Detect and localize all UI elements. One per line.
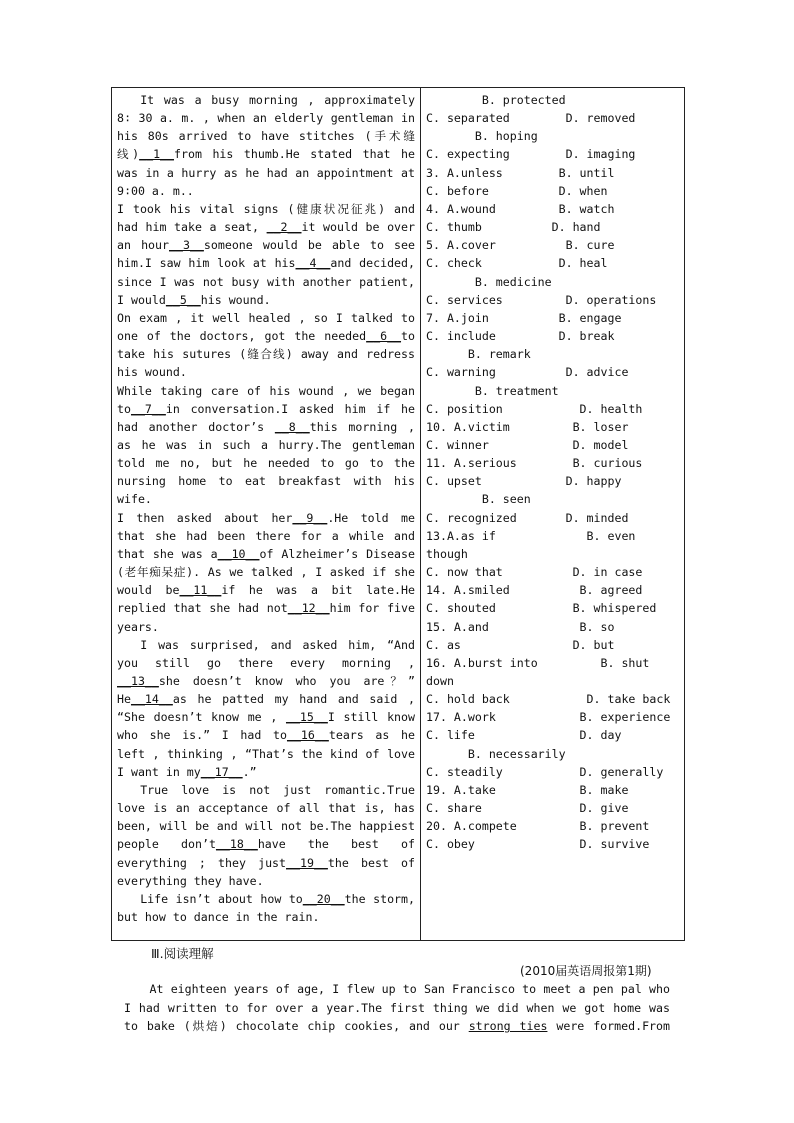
passage-text: At eighteen years of age, I flew up to San Francisco to meet a pen pal who I had written to for over a year.The first thing we did when we got home was to bake (烘焙) chocolate chip cookies, and our — [124, 982, 670, 1033]
blank-number: __14__ — [130, 692, 173, 707]
blank-number: __17__ — [200, 764, 243, 779]
paragraph-text: I then asked about her — [117, 510, 293, 525]
paragraph-text: On exam , it well healed , so I talked to one of the doctors, got the needed — [117, 310, 415, 344]
blank-number: __5__ — [165, 292, 201, 307]
cloze-table — [111, 87, 685, 941]
option-line: C. obey D. survive — [426, 837, 650, 852]
paragraph-text: It was a busy morning , approximately 8∶ 30 a. m. , when an elderly gentleman in his 80s arrived to have stitches (手术缝线) — [117, 93, 415, 162]
cloze-paragraph — [117, 890, 415, 926]
option-line: 20. A.compete B. prevent — [426, 819, 650, 834]
paragraph-text: I took his vital signs (健康状况征兆) and had him take a seat, — [117, 201, 415, 235]
option-line: C. check D. heal — [426, 256, 608, 271]
paragraph-text: as he patted my hand and said , “She doesn’t know me , — [117, 692, 415, 725]
option-line: B. medicine — [426, 274, 552, 289]
option-line: C. include D. break — [426, 329, 615, 344]
paragraph-text: While taking care of his wound , we began to — [117, 383, 415, 416]
paragraph-text: his wound. — [200, 292, 271, 307]
paragraph-text: to take his sutures (缝合线) away and redress his wound. — [117, 329, 415, 380]
underlined-phrase: strong ties — [468, 1019, 548, 1033]
option-line: 17. A.work B. experience — [426, 710, 671, 725]
option-line: C. life D. day — [426, 728, 622, 743]
paragraph-text: this morning , as he was in such a hurry.The gentleman told me no, but he needed to go to the nursing home to eat breakfast with his wife. — [117, 419, 415, 507]
option-line: 16. A.burst into B. shut — [426, 655, 650, 670]
option-line: C. steadily D. generally — [426, 764, 664, 779]
paragraph-text: she doesn’t know who you are？” He — [117, 674, 415, 707]
blank-number: __7__ — [130, 401, 166, 416]
option-line: C. services D. operations — [426, 292, 657, 307]
option-line: C. warning D. advice — [426, 365, 629, 380]
cloze-passage — [117, 91, 415, 926]
option-line: 19. A.take B. make — [426, 782, 629, 797]
option-line: 4. A.wound B. watch — [426, 201, 615, 216]
cloze-paragraph — [117, 200, 415, 309]
option-line: 7. A.join B. engage — [426, 310, 622, 325]
cloze-paragraph — [117, 382, 415, 509]
cloze-paragraph — [117, 781, 415, 890]
paragraph-text: .” — [242, 764, 257, 779]
cloze-paragraph — [117, 91, 415, 200]
paragraph-text: him for five years. — [117, 601, 415, 634]
option-line: C. recognized D. minded — [426, 510, 629, 525]
paragraph-text: True love is not just romantic.True love is an acceptance of all that is, has been, will be and will not be.The happiest people don’t — [117, 782, 415, 852]
paragraph-text: from his thumb.He stated that he was in a hurry as he had an appointment at 9∶00 a. m.. — [117, 147, 415, 198]
reading-passage — [124, 980, 670, 1036]
paragraph-text: in conversation.I asked him if he had another doctor’s — [117, 401, 415, 434]
paragraph-text: Life isn’t about how to — [140, 891, 303, 906]
paragraph-text: tears as he left , thinking , “That’s the kind of love I want in my — [117, 728, 415, 779]
column-divider — [420, 88, 421, 940]
option-line: 11. A.serious B. curious — [426, 456, 643, 471]
blank-number: __18__ — [215, 837, 258, 852]
blank-number: __3__ — [169, 238, 204, 253]
option-line: C. now that D. in case — [426, 565, 643, 580]
paragraph-text: I was surprised, and asked him, “And you still go there every morning , — [117, 637, 415, 670]
option-line: 5. A.cover B. cure — [426, 238, 615, 253]
source-citation: (2010届英语周报第1期) — [520, 964, 652, 978]
option-line: 13.A.as if B. even — [426, 528, 636, 543]
option-line: C. thumb D. hand — [426, 220, 601, 235]
option-line: B. necessarily — [426, 746, 566, 761]
cloze-options — [426, 91, 682, 854]
blank-number: __9__ — [292, 510, 328, 525]
paragraph-text: the best of everything they have. — [117, 855, 416, 888]
paragraph-text: someone would be able to see him.I saw him look at his — [117, 238, 415, 271]
option-line: C. separated D. removed — [426, 111, 636, 126]
option-line: B. protected — [426, 93, 566, 107]
blank-number: __10__ — [217, 546, 260, 561]
section-title: Ⅲ.阅读理解 — [151, 946, 214, 961]
option-line: B. treatment — [426, 383, 559, 398]
option-line: C. as D. but — [426, 637, 615, 652]
blank-number: __11__ — [179, 583, 222, 598]
option-line: C. winner D. model — [426, 437, 629, 452]
paragraph-text: .He told me that she had been there for a while and that she was a — [117, 510, 416, 561]
option-line: C. expecting D. imaging — [426, 147, 636, 162]
blank-number: __19__ — [286, 855, 328, 870]
option-line: C. share D. give — [426, 801, 629, 816]
option-line: 14. A.smiled B. agreed — [426, 583, 643, 598]
blank-number: __2__ — [266, 220, 302, 235]
blank-number: __20__ — [302, 891, 345, 906]
blank-number: __6__ — [366, 329, 402, 344]
blank-number: __13__ — [117, 674, 159, 688]
option-line: 10. A.victim B. loser — [426, 419, 629, 434]
blank-number: __15__ — [285, 710, 328, 725]
blank-number: __4__ — [295, 256, 331, 271]
option-line: C. before D. when — [426, 183, 608, 198]
option-line: 15. A.and B. so — [426, 619, 615, 634]
paragraph-text: the storm, but how to dance in the rain. — [117, 891, 415, 925]
option-line: though — [426, 546, 468, 561]
option-line: C. position D. health — [426, 401, 643, 416]
paragraph-text: if he was a bit late.He replied that she had not — [117, 583, 415, 616]
option-line: B. remark — [426, 347, 531, 362]
blank-number: __16__ — [286, 728, 329, 743]
option-line: C. hold back D. take back — [426, 692, 671, 707]
option-line: B. seen — [426, 492, 531, 507]
cloze-paragraph — [117, 636, 415, 781]
paragraph-text: and decided, since I was not busy with another patient, I would — [117, 256, 415, 307]
option-line: C. upset D. happy — [426, 474, 622, 489]
blank-number: __12__ — [287, 601, 330, 616]
cloze-paragraph — [117, 509, 415, 636]
blank-number: __1__ — [139, 147, 175, 162]
option-line: down — [426, 674, 454, 688]
paragraph-text: have the best of everything ; they just — [117, 837, 416, 870]
blank-number: __8__ — [274, 419, 310, 434]
paragraph-text: of Alzheimer’s Disease (老年痴呆症). As we talked , I asked if she would be — [117, 546, 415, 598]
paragraph-text: I still know who she is.” I had to — [117, 710, 415, 743]
option-line: 3. A.unless B. until — [426, 165, 615, 180]
cloze-paragraph — [117, 309, 415, 382]
paragraph-text: it would be over an hour — [117, 220, 415, 253]
passage-text-end: were formed.From — [547, 1019, 670, 1033]
option-line: B. hoping — [426, 129, 538, 144]
option-line: C. shouted B. whispered — [426, 601, 657, 616]
